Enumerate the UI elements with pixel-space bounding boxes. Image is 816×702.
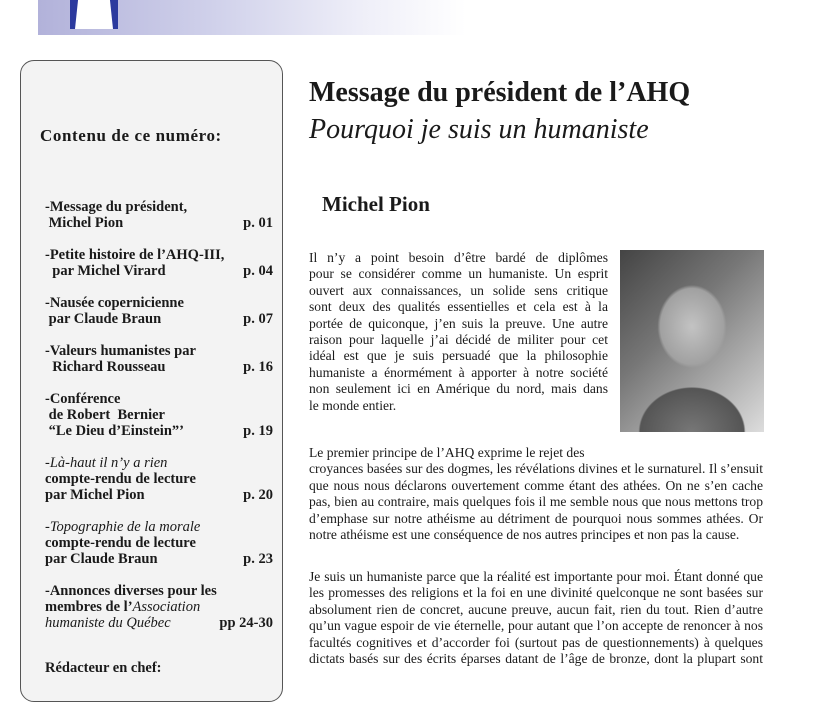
text-line: facultés cognitives et d’accorder foi (surtout pas de questionnements) à quelques — [309, 634, 763, 650]
text-line: pour se considérer comme un humaniste. Un esprit — [309, 266, 608, 282]
toc-item-text: Michel Pion — [45, 215, 124, 231]
toc-item-text: Richard Rousseau — [45, 359, 166, 375]
paragraph-2 — [309, 445, 763, 543]
toc-page-number: p. 04 — [243, 263, 273, 279]
toc-page-number: p. 23 — [243, 551, 273, 567]
toc-page-number: p. 07 — [243, 311, 273, 327]
toc-item-text: -Annonces diverses pour les — [45, 583, 217, 599]
toc-item-text: -Message du président, — [45, 199, 188, 215]
article-title: Message du président de l’AHQ — [309, 77, 691, 108]
text-line: raison pour laquelle j’ai décidé de militer pour cet — [309, 332, 608, 348]
toc-page-number: pp 24-30 — [219, 615, 273, 631]
text-line: ouvert aux connaissances, un solide sens critique — [309, 282, 608, 298]
text-line: le monde entier. — [309, 397, 397, 413]
author-photo — [620, 250, 764, 432]
toc-item-text: compte-rendu de lecture — [45, 471, 196, 487]
text-line: non seulement ici en Amérique du nord, mais dans — [309, 381, 608, 397]
toc-item[interactable] — [45, 660, 273, 676]
toc-item[interactable] — [45, 455, 273, 503]
toc-item-text: par Michel Virard — [45, 263, 166, 279]
toc-item-text: membres de l’Association — [45, 599, 201, 615]
article-subtitle: Pourquoi je suis un humaniste — [309, 114, 649, 145]
toc-item[interactable]: -Annonces diverses pour les membres de l’Association humaniste du Québec pp 24-30 — [45, 583, 273, 631]
paragraph-1 — [309, 250, 608, 414]
toc-item-text: compte-rendu de lecture — [45, 535, 196, 551]
toc-page-number: p. 20 — [243, 487, 273, 503]
toc-item-text: -Petite histoire de l’AHQ-III, — [45, 247, 225, 263]
toc-title: Contenu de ce numéro: — [40, 126, 222, 145]
text-line: portée de quiconque, j’en suis la preuve. Une autre — [309, 315, 608, 331]
paragraph-3 — [309, 569, 763, 667]
toc-page-number: p. 01 — [243, 215, 273, 231]
toc-item-text: par Claude Braun — [45, 551, 158, 567]
text-line: pas, bien au contraire, mais quelques fois il me semble nous que nous mettons trop — [309, 494, 763, 510]
text-line: humaniste a énormément à apporter à notre société — [309, 364, 608, 380]
text-line: les promesses des religions et la foi en une divinité quelconque ne sont basées sur — [309, 585, 763, 601]
toc-item-title: -Topographie de la morale — [45, 519, 201, 535]
toc-item-text: Rédacteur en chef: — [45, 660, 162, 676]
toc-item-text: par Michel Pion — [45, 487, 145, 503]
toc-item[interactable] — [45, 247, 273, 279]
toc-item-text: “Le Dieu d’Einstein”’ — [45, 423, 184, 439]
text-line: croyances basées sur des dogmes, les révélations divines et le surnaturel. Il s’ensuit — [309, 461, 763, 477]
toc-item-text: -Nausée copernicienne — [45, 295, 184, 311]
toc-item[interactable] — [45, 343, 273, 375]
text-line: Il n’y a point besoin d’être bardé de diplômes — [309, 250, 608, 265]
text-line: dictats basés sur des écrits éparses datant de l’âge de bronze, dont la plupart sont — [309, 651, 763, 667]
toc-item[interactable] — [45, 295, 273, 327]
text-line: idéal est que je suis persuadé que la philosophie — [309, 348, 608, 364]
text-line: que nous nous déclarons ouvertement comme étant des athées. On ne s’en cache — [309, 477, 763, 493]
text-line: d’emphase sur notre athéisme au détriment de pourquoi nous sommes athées. Or — [309, 510, 763, 526]
toc-item-text: de Robert Bernier — [45, 407, 165, 423]
toc-page-number: p. 16 — [243, 359, 273, 375]
toc-item[interactable] — [45, 199, 273, 231]
text-line: notre athéisme est une conséquence de nos autres principes et non pas la cause. — [309, 527, 740, 543]
toc-item[interactable] — [45, 519, 273, 567]
toc-item-title: -Là-haut il n’y a rien — [45, 455, 168, 471]
article-author: Michel Pion — [322, 192, 430, 216]
toc-item[interactable] — [45, 391, 273, 439]
logo-icon — [70, 0, 118, 29]
toc-page-number: p. 19 — [243, 423, 273, 439]
text-line: Le premier principe de l’AHQ exprime le rejet des — [309, 445, 585, 460]
toc-item-text: -Valeurs humanistes par — [45, 343, 196, 359]
text-line: qu’un vague espoir de vie éternelle, pour autant que l’on accepte de renoncer à nos — [309, 618, 763, 634]
toc-item-text: -Conférence — [45, 391, 121, 407]
toc-item-text: par Claude Braun — [45, 311, 162, 327]
text-line: absolument rien de concret, aucune preuve, aucun fait, rien du tout. Rien d’autre — [309, 601, 763, 617]
text-line: sont deux des qualités essentielles et cela est à la — [309, 299, 608, 315]
text-line: Je suis un humaniste parce que la réalité est importante pour moi. Étant donné que — [309, 569, 763, 584]
